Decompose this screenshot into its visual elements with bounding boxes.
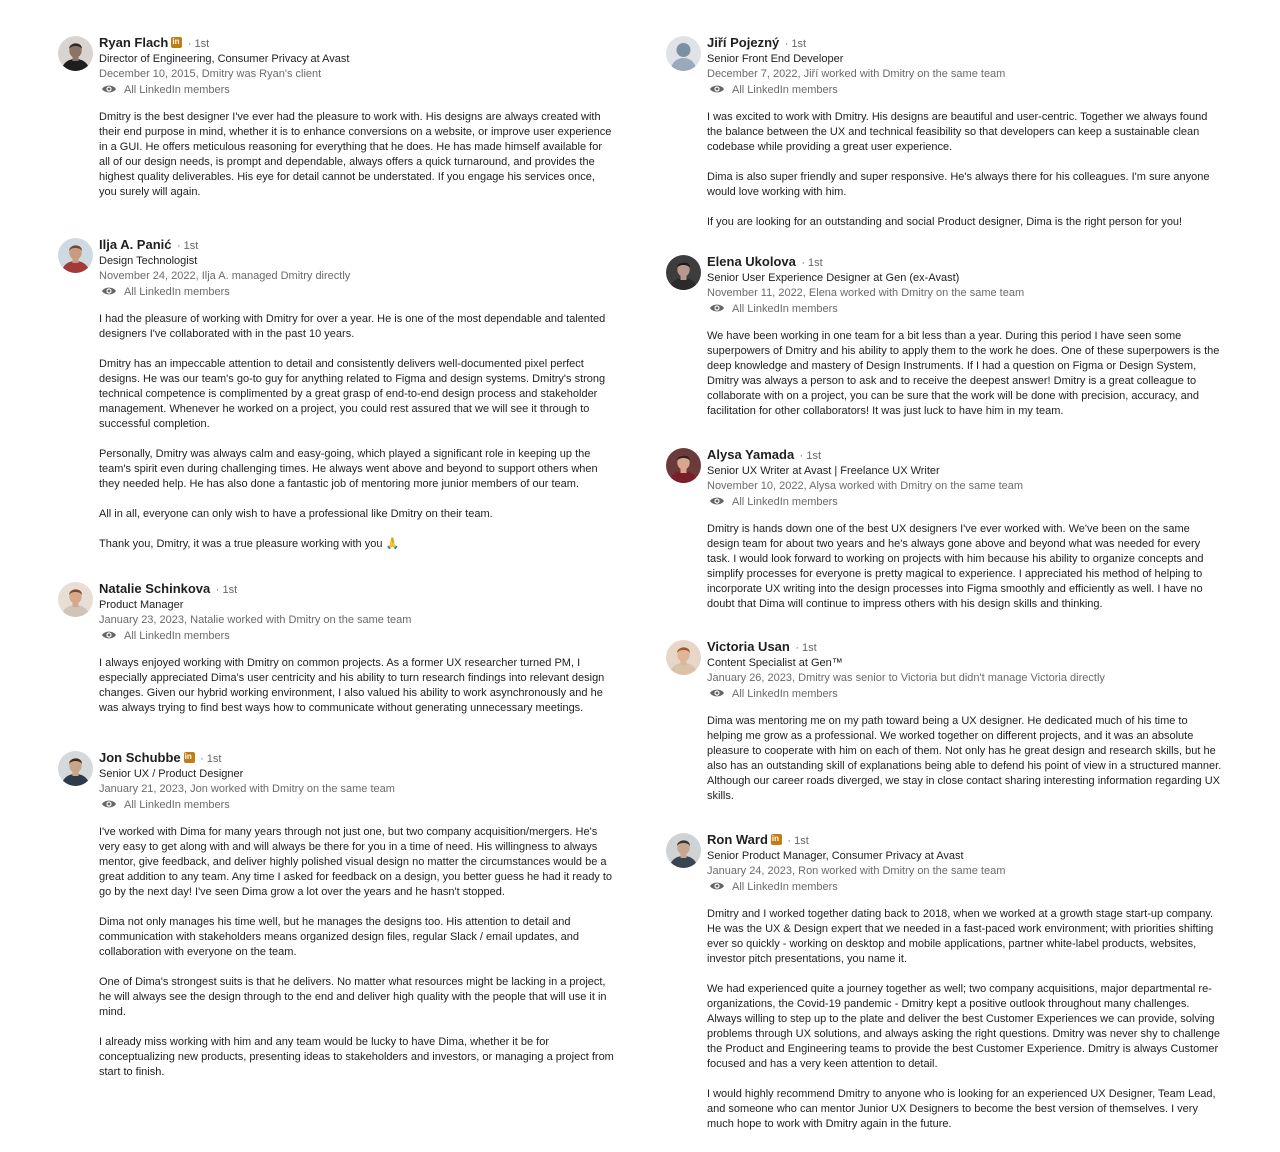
name-line <box>99 580 614 597</box>
visibility-line <box>707 495 1222 510</box>
recommender-header <box>666 34 1222 98</box>
connection-degree: · 1st <box>795 642 817 654</box>
recommender-name[interactable]: Jon Schubbe <box>99 750 181 765</box>
recommendation-paragraph: Thank you, Dmitry, it was a true pleasure working with you 🙏 <box>99 538 400 550</box>
relationship-meta: January 23, 2023, Natalie worked with Dmitry on the same team <box>99 614 412 626</box>
recommendation-paragraph: Dmitry is hands down one of the best UX designers I've ever worked with. We've been on the same design team for about two years and he's always gone above and beyond what was needed for every task. I would look forward to working on projects with him because his ability to organize concepts and simplify processes for everyone is pretty magical to experience. I appreciated his method of helping to incorporate UX writing into the design processes into Figma smoothly and efficiently as well. I have no doubt that Dima will continue to impress others with his design skills and thinking. <box>707 523 1204 610</box>
visibility-label: All LinkedIn members <box>124 799 230 811</box>
eye-icon <box>709 880 725 892</box>
recommender-name[interactable]: Ryan Flach <box>99 35 169 50</box>
recommendation-paragraph: Dima is also super friendly and super responsive. He's always there for his colleagues. I'm sure anyone would love working with him. <box>707 171 1210 198</box>
recommender-name[interactable]: Victoria Usan <box>707 639 790 654</box>
avatar[interactable] <box>666 255 701 290</box>
recommender-headline: Senior User Experience Designer at Gen (ex-Avast) <box>707 272 960 284</box>
recommendation-paragraph: I've worked with Dima for many years through not just one, but two company acquisition/mergers. He's very easy to get along with and will always be there for you in a time of need. His willingness to always mentor, give feedback, and deliver highly polished visual design no matter the circumstances would be a great addition to any team. Any time I asked for feedback on a design, you better guess he had it ready to go by the next day! I've seen Dima grow a lot over the years and he hasn't stopped. <box>99 826 613 898</box>
relationship-meta: January 24, 2023, Ron worked with Dmitry on the same team <box>707 865 1006 877</box>
recommender-name[interactable]: Ron Ward <box>707 832 768 847</box>
eye-icon <box>709 495 725 507</box>
avatar[interactable] <box>666 640 701 675</box>
eye-icon <box>709 687 725 699</box>
recommendation-text <box>58 656 614 716</box>
recommender-name[interactable]: Natalie Schinkova <box>99 581 211 596</box>
recommender-header <box>666 831 1222 895</box>
visibility-label: All LinkedIn members <box>732 688 838 700</box>
connection-degree: · 1st <box>200 753 222 765</box>
recommendation-card-jiri-pojezny <box>666 34 1222 230</box>
visibility-line <box>707 83 1222 98</box>
eye-icon <box>101 285 117 297</box>
recommendation-card-victoria-usan <box>666 638 1222 804</box>
recommendation-text <box>58 110 614 200</box>
recommendation-paragraph: Dmitry and I worked together dating back to 2018, when we worked at a growth stage start-up company. He was the UX & Design expert that we needed in a fast-paced work environment; with priorities shifting ever so quickly - working on desktop and mobile applications, partner white-label products, websites, investor pitch presentations, you name it. <box>707 908 1214 965</box>
name-line <box>99 236 614 253</box>
eye-icon <box>709 83 725 95</box>
recommendation-card-alysa-yamada <box>666 446 1222 612</box>
recommendation-card-ron-ward <box>666 831 1222 1132</box>
recommendation-card-ryan-flach <box>58 34 614 200</box>
name-line <box>707 638 1222 655</box>
eye-icon <box>709 302 725 314</box>
recommendation-paragraph: If you are looking for an outstanding and social Product designer, Dima is the right person for you! <box>707 216 1183 228</box>
recommender-headline: Senior UX / Product Designer <box>99 768 244 780</box>
avatar[interactable] <box>666 833 701 868</box>
recommender-headline: Senior Front End Developer <box>707 53 844 65</box>
recommendation-paragraph: I would highly recommend Dmitry to anyone who is looking for an experienced UX Designer, Team Lead, and someone who can mentor Junior UX Designers to become the best version of themselves. I very much hope to work with Dmitry again in the future. <box>707 1088 1216 1130</box>
visibility-line <box>707 880 1222 895</box>
name-line <box>707 34 1222 51</box>
recommender-headline: Senior UX Writer at Avast | Freelance UX Writer <box>707 465 940 477</box>
connection-degree: · 1st <box>799 450 822 462</box>
recommender-header <box>58 749 614 813</box>
recommendation-paragraph: One of Dima's strongest suits is that he delivers. No matter what resources might be lacking in a project, he will always see the design through to the end and deliver high quality with the people that will use it in mind. <box>99 976 607 1018</box>
recommender-name[interactable]: Jiří Pojezný <box>707 35 780 50</box>
recommendation-text <box>666 522 1222 612</box>
relationship-meta: January 26, 2023, Dmitry was senior to Victoria but didn't manage Victoria directly <box>707 672 1105 684</box>
relationship-meta: December 7, 2022, Jiří worked with Dmitry on the same team <box>707 68 1006 80</box>
recommendation-paragraph: Dima not only manages his time well, but he manages the designs too. His attention to detail and communication with stakeholders means organized design files, regular Slack / email updates, and collaboration with everyone on the team. <box>99 916 579 958</box>
recommendation-paragraph: Dima was mentoring me on my path toward being a UX designer. He dedicated much of his time to helping me grow as a professional. We worked together on different projects, and it was an absolute pleasure to cooperate with him on each of them. Not only has he great design and research skills, but he also has an outstanding skill of explanations being able to defend his point of view in a structured manner. Although our career roads diverged, we stay in close contact sharing interesting information regarding UX skills. <box>707 715 1222 802</box>
recommender-name[interactable]: Ilja A. Panić <box>99 237 172 252</box>
recommendation-paragraph: All in all, everyone can only wish to have a professional like Dmitry on their team. <box>99 508 493 520</box>
visibility-line <box>99 285 614 300</box>
avatar[interactable] <box>58 238 93 273</box>
recommender-header <box>58 236 614 300</box>
avatar[interactable] <box>666 448 701 483</box>
visibility-label: All LinkedIn members <box>124 84 230 96</box>
recommendation-text <box>666 110 1222 230</box>
relationship-meta: December 10, 2015, Dmitry was Ryan's client <box>99 68 322 80</box>
recommendation-paragraph: We have been working in one team for a bit less than a year. During this period I have seen some superpowers of Dmitry and his ability to apply them to the work he does. One of these superpowers is the deep knowledge and mastery of Design Instruments. If I had a question on Figma or Design System, Dmitry was always a person to ask and to receive the deepest answer! Dmitry is a great colleague to collaborate with on a project, you can be sure that the work will be done with precision, accuracy, and facilitation for other collaborators! It was just luck to have him in my team. <box>707 330 1220 417</box>
name-line <box>707 253 1222 270</box>
visibility-line <box>99 798 614 813</box>
recommender-headline: Product Manager <box>99 599 184 611</box>
recommendation-paragraph: I always enjoyed working with Dmitry on common projects. As a former UX researcher turned PM, I especially appreciated Dima's user centricity and his ability to turn research findings into relevant design changes. Given our hybrid working environment, I also valued his ability to work asynchronously and he was always trying to find best ways how to communicate without generating unnecessary meetings. <box>99 657 605 714</box>
recommendation-paragraph: I had the pleasure of working with Dmitry for over a year. He is one of the most dependable and talented designers I've collaborated with in the past 10 years. <box>99 313 606 340</box>
recommender-header <box>666 638 1222 702</box>
relationship-meta: January 21, 2023, Jon worked with Dmitry on the same team <box>99 783 395 795</box>
visibility-label: All LinkedIn members <box>732 84 838 96</box>
recommender-name[interactable]: Alysa Yamada <box>707 447 795 462</box>
recommendation-card-natalie-schinkova <box>58 580 614 716</box>
recommendation-text <box>666 329 1222 419</box>
connection-degree: · 1st <box>176 240 199 252</box>
recommender-name[interactable]: Elena Ukolova <box>707 254 796 269</box>
recommendation-paragraph: Dmitry has an impeccable attention to detail and consistently delivers well-documented pixel perfect designs. He was our team's go-to guy for anything related to Figma and design systems. Dmitry's strong technical competence is complimented by a great grasp of end-to-end design process and stakeholder management. Whenever he worked on a project, you could rest assured that we will see it through to successful completion. <box>99 358 606 430</box>
name-line <box>707 446 1222 463</box>
relationship-meta: November 11, 2022, Elena worked with Dmitry on the same team <box>707 287 1025 299</box>
relationship-meta: November 24, 2022, Ilja A. managed Dmitry directly <box>99 270 351 282</box>
recommendation-paragraph: I already miss working with him and any team would be lucky to have Dima, whether it be for conceptualizing new products, presenting ideas to stakeholders and investors, or managing a project from start to finish. <box>99 1036 614 1078</box>
visibility-label: All LinkedIn members <box>124 630 230 642</box>
eye-icon <box>101 798 117 810</box>
connection-degree: · 1st <box>787 835 809 847</box>
recommendation-card-jon-schubbe <box>58 749 614 1080</box>
name-line <box>707 831 1222 848</box>
visibility-line <box>99 83 614 98</box>
recommendation-text <box>666 714 1222 804</box>
recommender-header <box>58 580 614 644</box>
recommender-header <box>666 253 1222 317</box>
connection-degree: · 1st <box>801 257 823 269</box>
visibility-label: All LinkedIn members <box>124 286 230 298</box>
recommendation-paragraph: I was excited to work with Dmitry. His designs are beautiful and user-centric. Together we always found the balance between the UX and technical feasibility so that developers can keep a sustainable clean codebase while providing a great user experience. <box>707 111 1208 153</box>
avatar[interactable] <box>58 582 93 617</box>
avatar[interactable] <box>58 36 93 71</box>
recommender-header <box>666 446 1222 510</box>
visibility-label: All LinkedIn members <box>732 881 838 893</box>
linkedin-premium-icon <box>771 834 782 845</box>
recommendation-text <box>58 312 614 552</box>
recommender-headline: Content Specialist at Gen™ <box>707 657 843 669</box>
visibility-label: All LinkedIn members <box>732 496 838 508</box>
name-line <box>99 34 614 51</box>
visibility-line <box>707 302 1222 317</box>
linkedin-premium-icon <box>171 37 182 48</box>
recommendation-text <box>58 825 614 1080</box>
visibility-line <box>99 629 614 644</box>
recommendation-paragraph: Personally, Dmitry was always calm and easy-going, which played a significant role in keeping up the team's spirit even during challenging times. He always went above and beyond to support others when they needed help. He has also done a fantastic job of mentoring more junior members of our team. <box>99 448 598 490</box>
name-line <box>99 749 614 766</box>
eye-icon <box>101 83 117 95</box>
recommender-headline: Senior Product Manager, Consumer Privacy at Avast <box>707 850 964 862</box>
recommender-headline: Director of Engineering, Consumer Privacy at Avast <box>99 53 350 65</box>
recommendation-card-ilja-a-panic <box>58 236 614 552</box>
avatar[interactable] <box>58 751 93 786</box>
recommendation-paragraph: Dmitry is the best designer I've ever had the pleasure to work with. His designs are always created with their end purpose in mind, whether it is to enhance conversions on a website, or improve user experience in a GUI. He offers meticulous reasoning for everything that he does. He has made himself available for all of our design needs, is prompt and dependable, always offers a quick turnaround, and provides the highest quality deliverables. His eye for detail cannot be understated. If you engage his services once, you surely will again. <box>99 111 612 198</box>
recommendation-paragraph: We had experienced quite a journey together as well; two company acquisitions, major departmental re-organizations, the Covid-19 pandemic - Dmitry kept a positive outlook throughout many challenges. Always willing to step up to the plate and deliver the best Customer Experiences we can provide, solving problems through UX solutions, and always asking the right questions. Dmitry was never shy to challenge the Product and Engineering teams to provide the best Customer Experience. Dmitry is always Customer focused and has a very keen attention to detail. <box>707 983 1220 1070</box>
connection-degree: · 1st <box>187 38 210 50</box>
avatar[interactable] <box>666 36 701 71</box>
connection-degree: · 1st <box>215 584 238 596</box>
visibility-line <box>707 687 1222 702</box>
eye-icon <box>101 629 117 641</box>
relationship-meta: November 10, 2022, Alysa worked with Dmitry on the same team <box>707 480 1024 492</box>
visibility-label: All LinkedIn members <box>732 303 838 315</box>
recommendation-text <box>666 907 1222 1132</box>
linkedin-premium-icon <box>184 752 195 763</box>
recommendation-card-elena-ukolova <box>666 253 1222 419</box>
recommender-header <box>58 34 614 98</box>
connection-degree: · 1st <box>784 38 807 50</box>
recommender-headline: Design Technologist <box>99 255 198 267</box>
